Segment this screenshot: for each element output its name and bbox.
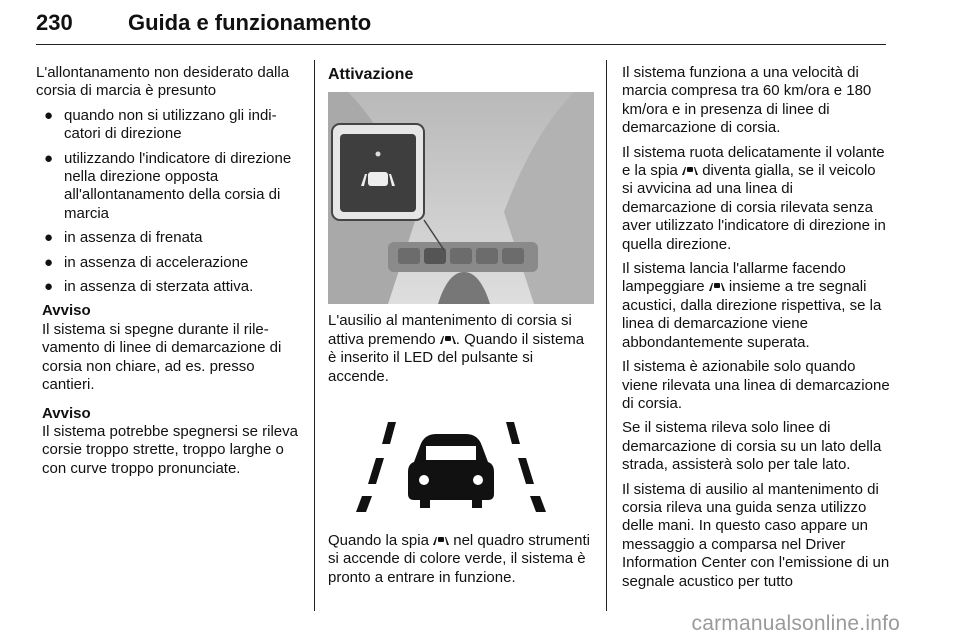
condition-list (36, 107, 304, 297)
list-item: ● utilizzando l'indicatore di direzione nella direzione opposta all'allontanamento della corsia di marcia (44, 149, 292, 222)
list-item: ● quando non si utilizzano gli indicatori di direzione (44, 106, 277, 143)
section-title: Attivazione (328, 66, 414, 83)
page-header (36, 6, 886, 46)
lane-keep-assist-icon (682, 164, 698, 176)
note-box (42, 302, 304, 394)
page-number: 230 (36, 10, 73, 35)
one-side-paragraph: Se il sistema rileva solo linee di demarcazione di corsia su un lato della strada, assisterà solo per tale lato. (622, 419, 882, 474)
note-title: Avviso (42, 302, 91, 320)
list-item: ● in assenza di sterzata attiva. (44, 278, 254, 296)
intro-text: L'allontanamento non desiderato dalla corsia di marcia è presunto (36, 64, 290, 100)
note-text: Il sistema potrebbe spegnersi se rileva corsie troppo strette, troppo larghe o con curve troppo pronunciate. (42, 422, 298, 477)
indicator-paragraph: Quando la spia nel quadro strumenti si accende di colore verde, il sistema è pronto a entrare in funzione. (328, 532, 590, 586)
hands-free-paragraph: Il sistema di ausilio al mantenimento di corsia rileva una guida senza utilizzo delle mani. In questo caso appare un messaggio a comparsa nel Driver Information Center con l'emissione di un segnale acustico per tutto (622, 480, 890, 590)
steering-paragraph: Il sistema ruota delicatamente il volante e la spia diventa gialla, se il veicolo si avvicina ad una linea di demarcazione di corsia rilevata senza aver utilizzato l'indicatore di direzione in quella direzione. (622, 143, 886, 253)
header-rule (36, 44, 886, 45)
speed-paragraph: Il sistema funziona a una velocità di marcia compresa tra 60 km/ora e 180 km/ora e in presenza di linee di demarcazione di corsia. (622, 64, 872, 137)
lane-keep-assist-icon (709, 280, 725, 292)
alarm-paragraph: Il sistema lancia l'allarme facendo lampeggiare insieme a tre segnali acustici, dalla direzione rispettiva, se la linea di demarcazione viene abbondantemente superata. (622, 260, 882, 351)
note-title: Avviso (42, 404, 91, 422)
lane-keep-assist-icon (433, 534, 449, 546)
column-divider (606, 60, 607, 611)
list-item: ● in assenza di accelerazione (44, 253, 249, 271)
chapter-title: Guida e funzionamento (128, 10, 372, 35)
column-1 (36, 64, 304, 488)
console-button-photo (328, 92, 594, 304)
activation-paragraph: L'ausilio al mantenimento di corsia si attiva premendo . Quando il sistema è inserito il LED del pulsante si accende. (328, 312, 585, 385)
column-divider (314, 60, 315, 611)
lane-keep-assist-icon (440, 333, 456, 345)
note-box (42, 405, 304, 479)
operable-paragraph: Il sistema è azionabile solo quando viene rilevata una linea di demarcazione di corsia. (622, 358, 890, 412)
watermark: carmanualsonline.info (691, 612, 900, 635)
column-2 (328, 64, 594, 593)
column-3 (622, 64, 890, 597)
lane-keep-assist-icon (336, 400, 566, 512)
note-text: Il sistema si spegne durante il rilevamento di linee di demarcazione di corsia non chiare, ad es. presso cantieri. (42, 320, 282, 394)
list-item: ● in assenza di frenata (44, 229, 203, 247)
